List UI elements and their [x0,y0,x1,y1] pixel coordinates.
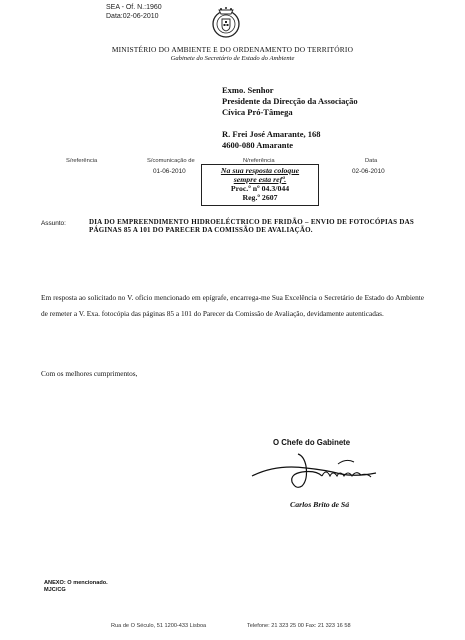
signer-role: O Chefe do Gabinete [273,438,351,447]
recipient-title-line1: Presidente da Direcção da Associação [222,96,358,106]
registry-stamp-number: SEA - Of. N.:1960 [106,4,162,11]
our-reference-label: N/referência [243,158,275,164]
recipient-street: R. Frei José Amarante, 168 [222,129,321,139]
subject-text: DIA DO EMPREENDIMENTO HIDROELÉCTRICO DE FRIDÃO – ENVIO DE FOTOCÓPIAS DAS PÁGINAS 85 A 101 DO PARECER DA COMISSÃO DE AVALIAÇÃO. [89,218,414,235]
signer-name: Carlos Brito de Sá [290,500,350,509]
reference-box [201,164,319,206]
your-communication-date: 01-06-2010 [153,168,186,175]
annex-line: ANEXO: O mencionado. [44,580,108,586]
reference-box-instruction-1: Na sua resposta coloque [220,166,300,175]
ministry-title: MINISTÉRIO DO AMBIENTE E DO ORDENAMENTO DO TERRITÓRIO [111,45,354,54]
registry-stamp [106,3,162,21]
your-reference-label: S/referência [66,158,98,164]
letter-date: 02-06-2010 [352,168,385,175]
annex-note [44,580,108,594]
recipient-postal: 4600-080 Amarante [222,140,294,150]
reference-box-instruction-2: sempre esta refª. [233,175,287,184]
process-number: Proc.º nº 04.3/044 [230,184,290,193]
footer-phone: Telefone: 21 323 25 00 Fax: 21 323 16 58 [247,623,351,629]
registry-number: Reg.º 2607 [242,193,278,202]
footer-address: Rua de O Século, 51 1200-433 Lisboa [111,623,207,629]
closing-line: Com os melhores cumprimentos, [41,369,138,378]
subject-label: Assunto: [41,220,66,227]
initials-line: MJC/CG [44,587,66,593]
your-communication-label: S/comunicação de [147,158,195,164]
recipient-salutation: Exmo. Senhor [222,85,274,95]
office-title: Gabinete do Secretário de Estado do Ambiente [170,55,295,62]
handwritten-signature [246,446,396,492]
coat-of-arms-icon [211,4,241,42]
registry-stamp-date: Data:02-06-2010 [106,13,159,20]
date-label: Data [365,158,378,164]
recipient-title-line2: Cívica Pró-Tâmega [222,107,293,117]
body-paragraph: Em resposta ao solicitado no V. ofício mencionado em epígrafe, encarrega-me Sua Excelência o Secretário de Estado do Ambiente de remeter a V. Exa. fotocópia das páginas 85 a 101 do Parecer da Comissão de Avaliação, devidamente autenticadas. [41,293,424,318]
